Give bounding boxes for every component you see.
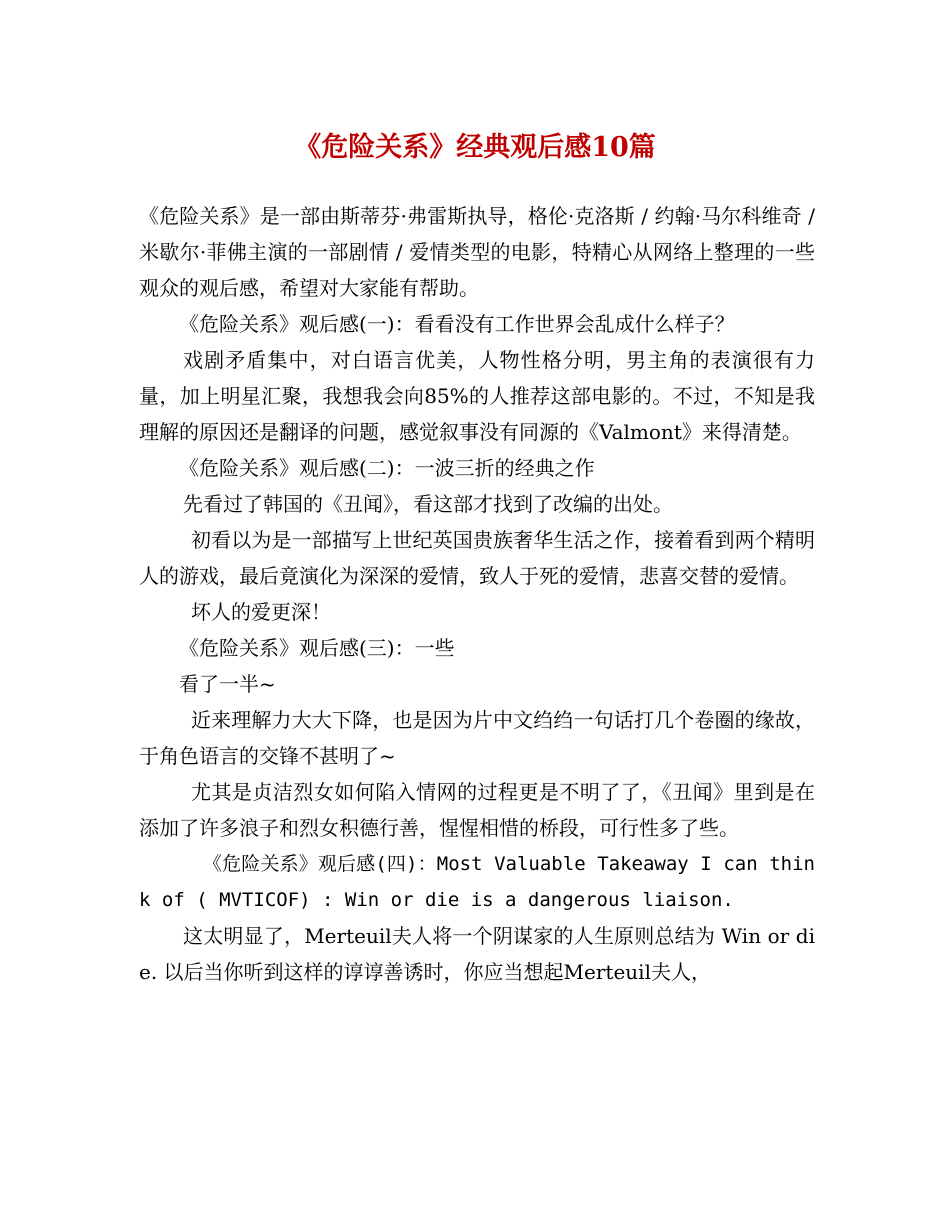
review-paragraph: 先看过了韩国的《丑闻》，看这部才找到了改编的出处。 <box>183 492 673 516</box>
review-paragraph: 坏人的爱更深！ <box>191 600 331 624</box>
review-heading-1: 《危险关系》观后感(一)：看看没有工作世界会乱成什么样子？ <box>179 312 735 336</box>
review-paragraph: 戏剧矛盾集中，对白语言优美，人物性格分明，男主角的表演很有力量，加上明星汇聚，我想我会向85%的人推荐这部电影的。不过，不知是我理解的原因还是翻译的问题，感觉叙事没有同源的《Valmont》来得清楚。 <box>139 348 815 444</box>
document-title: 《危险关系》经典观后感10篇 <box>294 132 656 163</box>
review-heading-2: 《危险关系》观后感(二)：一波三折的经典之作 <box>179 456 595 480</box>
review-paragraph: 这太明显了，Merteuil夫人将一个阴谋家的人生原则总结为 Win or die. 以后当你听到这样的谆谆善诱时，你应当想起Merteuil夫人， <box>139 924 815 984</box>
intro-paragraph: 《危险关系》是一部由斯蒂芬·弗雷斯执导，格伦·克洛斯 / 约翰·马尔科维奇 / 米歇尔·菲佛主演的一部剧情 / 爱情类型的电影，特精心从网络上整理的一些观众的观后感，希望对大家能有帮助。 <box>139 204 815 300</box>
review-paragraph: 尤其是贞洁烈女如何陷入情网的过程更是不明了了，《丑闻》里到是在添加了许多浪子和烈女积德行善，惺惺相惜的桥段，可行性多了些。 <box>139 780 815 840</box>
review-paragraph: 近来理解力大大下降，也是因为片中文绉绉一句话打几个卷圈的缘故，于角色语言的交锋不甚明了~ <box>139 708 815 768</box>
review-heading-3: 《危险关系》观后感(三)：一些 <box>179 636 455 660</box>
review-paragraph: 初看以为是一部描写上世纪英国贵族奢华生活之作，接着看到两个精明人的游戏，最后竟演化为深深的爱情，致人于死的爱情，悲喜交替的爱情。 <box>139 528 815 588</box>
document-body <box>139 198 815 990</box>
review-paragraph: 看了一半~ <box>179 672 276 696</box>
review-heading-4: 《危险关系》观后感(四)：Most Valuable Takeaway I can think of ( MVTICOF) : Win or die is a dangerous liaison. <box>139 853 815 911</box>
